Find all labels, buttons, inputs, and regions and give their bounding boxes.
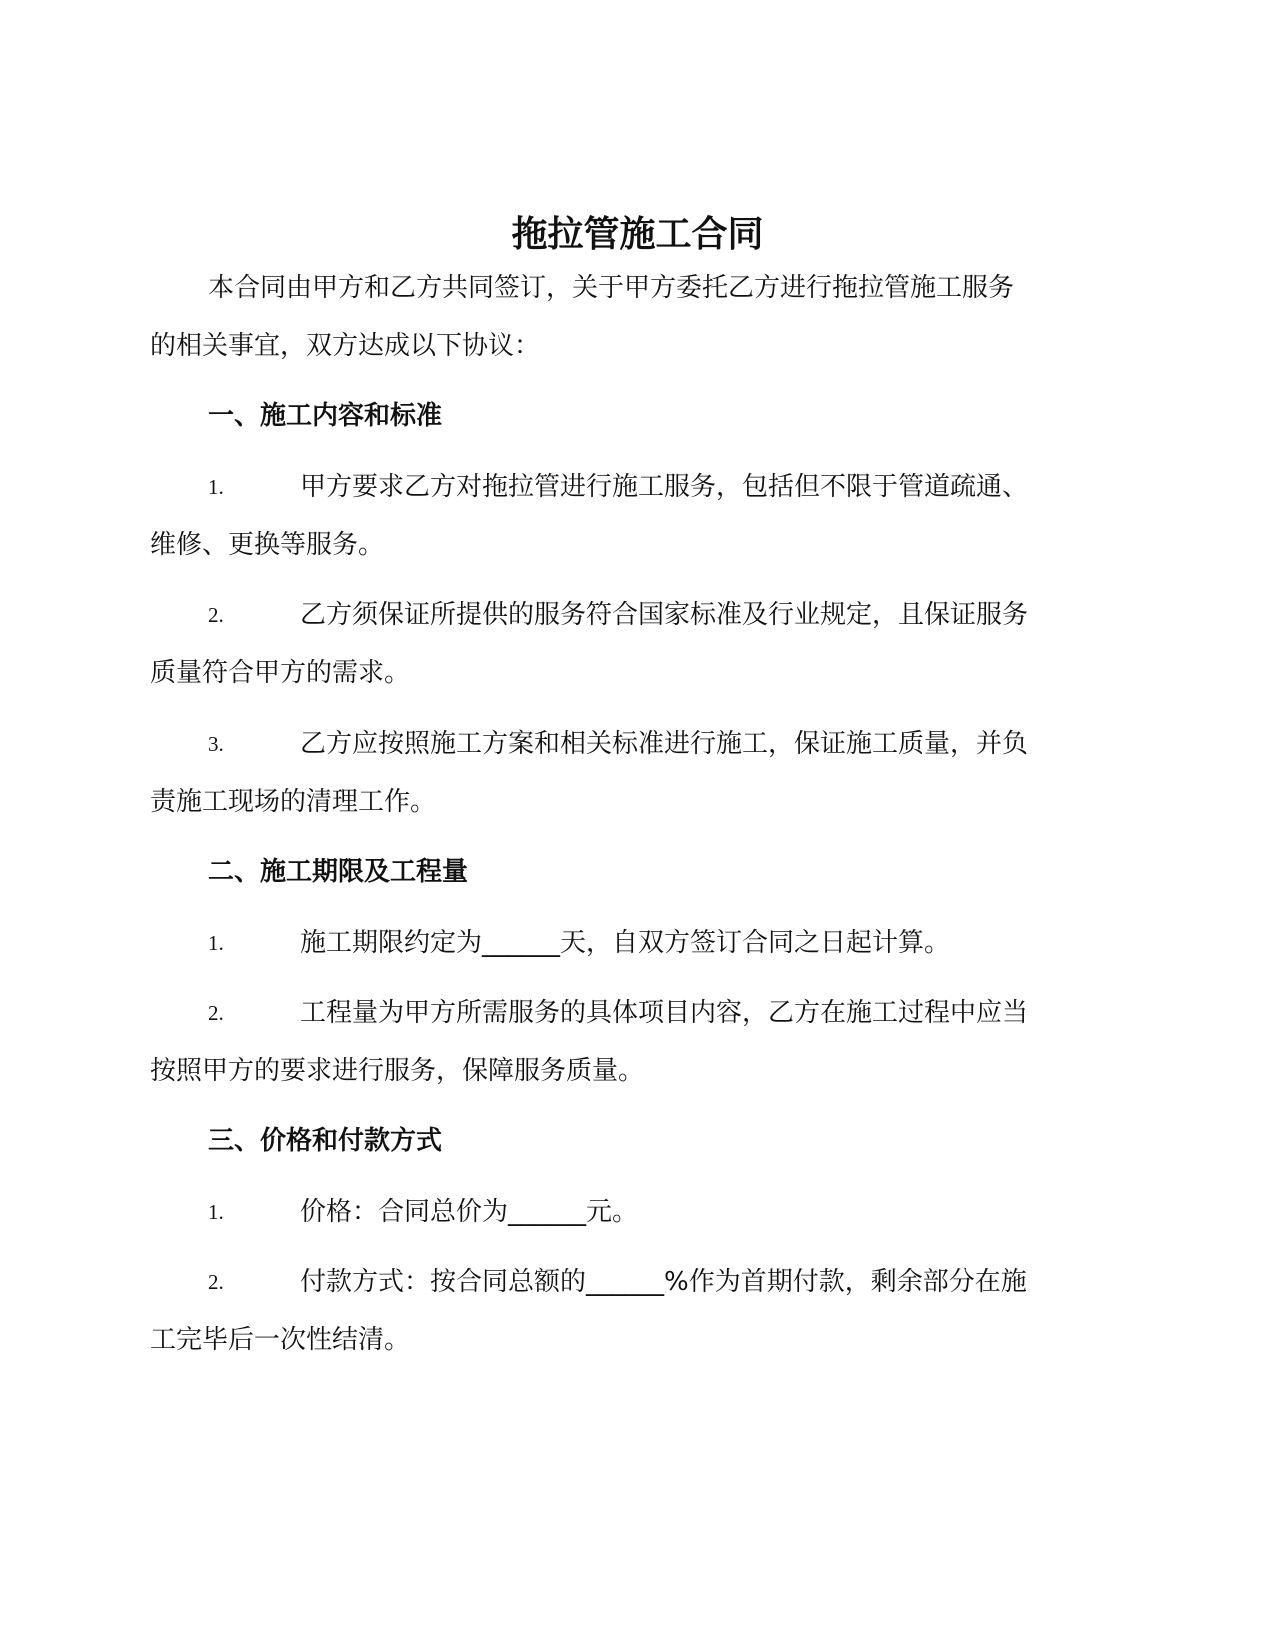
document-title: 拖拉管施工合同 — [511, 214, 764, 255]
item-number: 1. — [208, 1200, 224, 1224]
section-heading-3: 三、价格和付款方式 — [208, 1126, 443, 1156]
item-line-1: 施工期限约定为______天，自双方签订合同之日起计算。 — [300, 928, 951, 958]
item-number: 1. — [208, 475, 224, 499]
section-heading-2: 二、施工期限及工程量 — [208, 857, 469, 887]
item-line-1: 价格：合同总价为______元。 — [300, 1197, 639, 1227]
section-heading-1: 一、施工内容和标准 — [208, 401, 443, 431]
item-number: 2. — [208, 603, 224, 627]
item-line-1: 乙方应按照施工方案和相关标准进行施工，保证施工质量，并负 — [300, 729, 1029, 759]
item-line-2: 工完毕后一次性结清。 — [150, 1325, 411, 1355]
item-line-2: 按照甲方的要求进行服务，保障服务质量。 — [150, 1056, 645, 1086]
item-line-2: 质量符合甲方的需求。 — [150, 658, 411, 688]
intro-line-2: 的相关事宜，双方达成以下协议： — [150, 331, 541, 361]
item-line-1: 乙方须保证所提供的服务符合国家标准及行业规定，且保证服务 — [300, 600, 1029, 630]
item-line-2: 责施工现场的清理工作。 — [150, 787, 437, 817]
item-line-2: 维修、更换等服务。 — [150, 530, 385, 560]
item-line-1: 付款方式：按合同总额的______%作为首期付款，剩余部分在施 — [300, 1267, 1027, 1297]
item-number: 1. — [208, 931, 224, 955]
item-line-1: 工程量为甲方所需服务的具体项目内容，乙方在施工过程中应当 — [300, 998, 1029, 1028]
item-number: 2. — [208, 1001, 224, 1025]
item-line-1: 甲方要求乙方对拖拉管进行施工服务，包括但不限于管道疏通、 — [300, 472, 1029, 502]
item-number: 2. — [208, 1270, 224, 1294]
item-number: 3. — [208, 732, 224, 756]
intro-line-1: 本合同由甲方和乙方共同签订，关于甲方委托乙方进行拖拉管施工服务 — [208, 273, 1015, 303]
